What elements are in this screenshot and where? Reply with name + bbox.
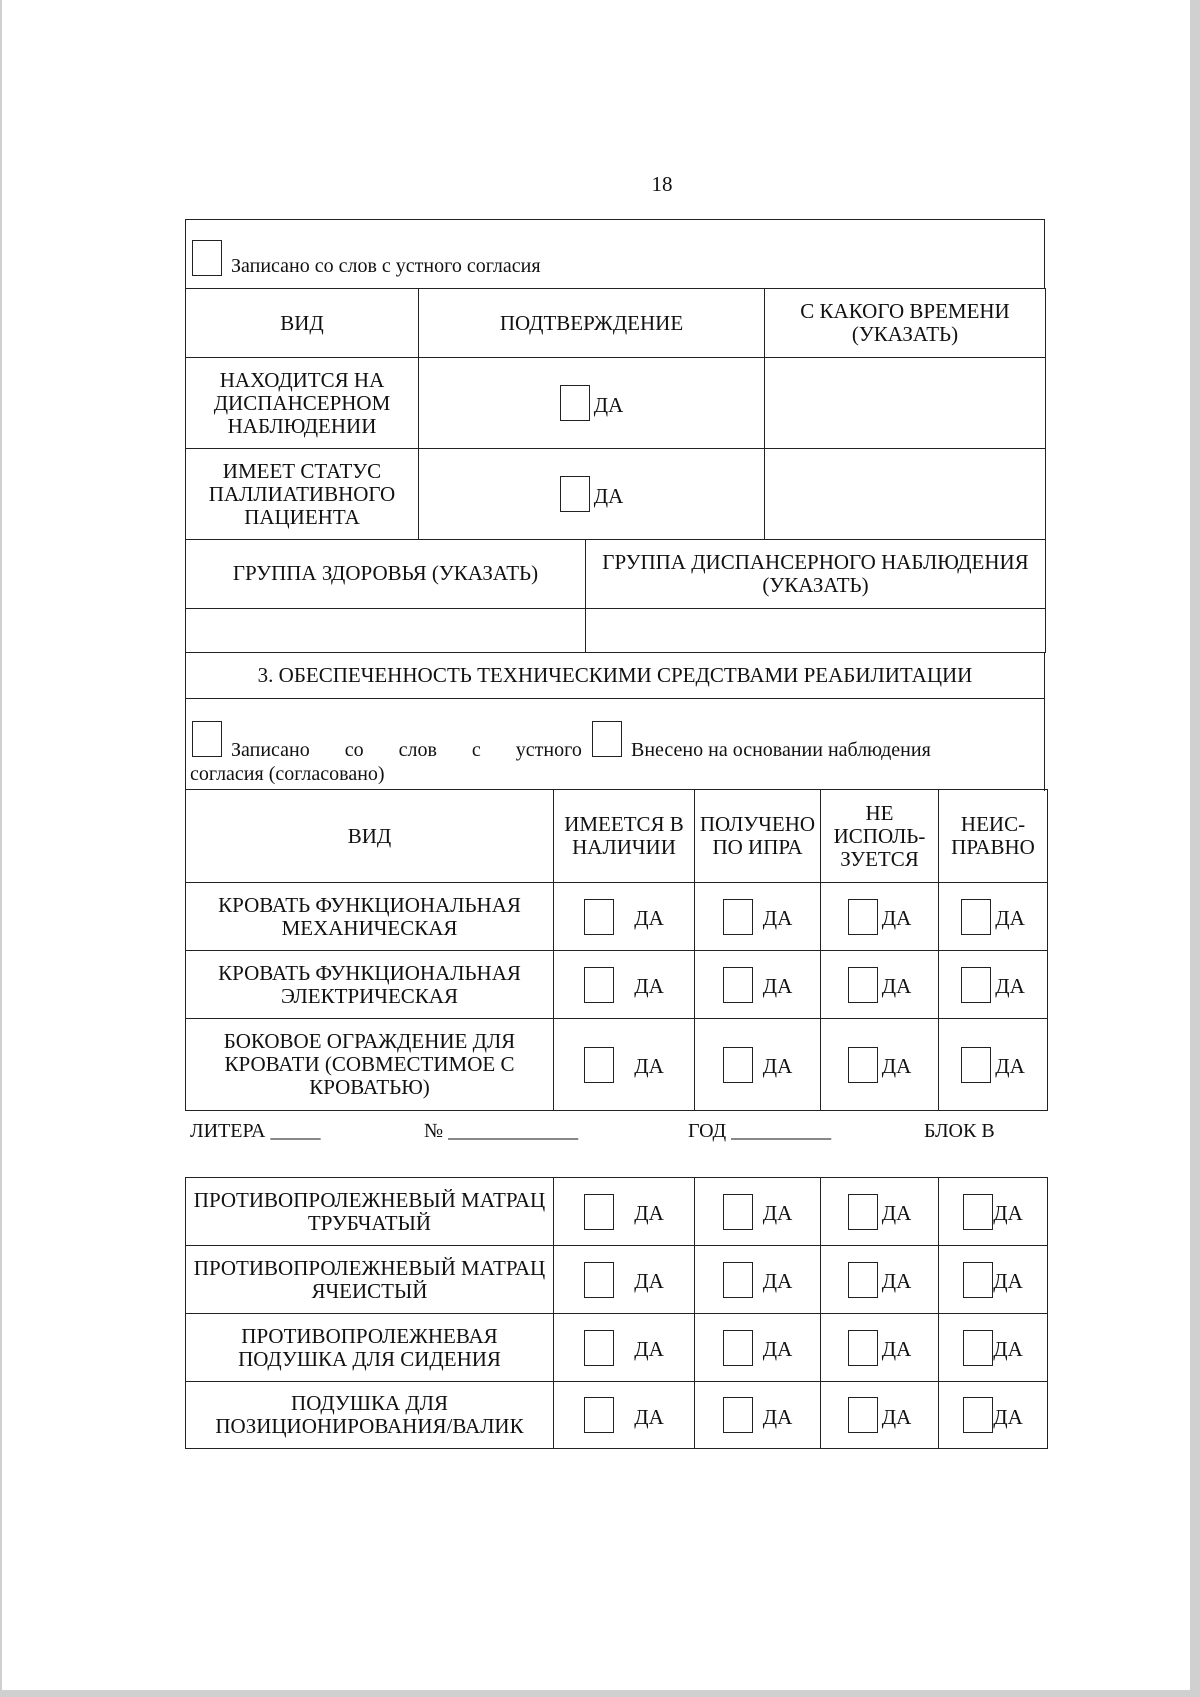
tsr-header-broken: НЕИС-ПРАВНО [939,790,1048,883]
check-cell [554,883,695,951]
check-cell [939,1178,1048,1246]
broken-checkbox[interactable] [963,1194,993,1230]
tsr-row [186,1178,1048,1246]
check-cell [939,1246,1048,1314]
check-cell [554,1246,695,1314]
check-label: ДА [995,974,1025,998]
broken-checkbox[interactable] [961,899,991,935]
page-number: 18 [651,172,673,196]
broken-checkbox[interactable] [963,1397,993,1433]
observed-checkbox[interactable] [592,721,622,757]
check-label: ДА [593,483,624,508]
tsr-header-received: ПОЛУЧЕНО ПО ИПРА [695,790,821,883]
status-row-confirm-cell [419,358,765,449]
unused-checkbox[interactable] [848,1330,878,1366]
status-table [185,288,1046,540]
unused-checkbox[interactable] [848,1262,878,1298]
available-checkbox[interactable] [584,1330,614,1366]
dispensary-group-input[interactable] [586,608,1046,652]
check-label: ДА [762,1269,793,1293]
tsr-row [186,1314,1048,1382]
check-cell [939,951,1048,1019]
check-label: ДА [762,1337,793,1361]
received-checkbox[interactable] [723,1262,753,1298]
tsr-header-available: ИМЕЕТСЯ В НАЛИЧИИ [554,790,695,883]
status-row-since-input[interactable] [765,358,1046,449]
check-cell [695,1382,821,1449]
status-row-confirm-cell [419,449,765,540]
available-checkbox[interactable] [584,1262,614,1298]
unused-checkbox[interactable] [848,1397,878,1433]
tsr-table2-block [185,1177,1047,1449]
check-label: ДА [995,906,1025,930]
tsr-row [186,1019,1048,1111]
check-label: ДА [881,1404,912,1429]
oral-consent-label-cont: согласия (согласовано) [190,762,385,785]
document-page [2,0,1190,1690]
check-label: ДА [993,1404,1023,1429]
status-row-since-input[interactable] [765,449,1046,540]
status-header-vid: ВИД [186,289,419,358]
check-cell [554,1314,695,1382]
available-checkbox[interactable] [584,967,614,1003]
check-cell [554,1382,695,1449]
dispensary-checkbox[interactable] [560,385,590,421]
check-cell [695,1019,821,1111]
check-cell [554,1178,695,1246]
tsr-header-vid: ВИД [186,790,554,883]
tsr-row [186,1246,1048,1314]
broken-checkbox[interactable] [963,1330,993,1366]
check-cell [695,1246,821,1314]
check-cell [554,1019,695,1111]
check-label: ДА [593,392,624,417]
check-label: ДА [881,906,912,930]
available-checkbox[interactable] [584,1194,614,1230]
check-cell [695,1178,821,1246]
received-checkbox[interactable] [723,1330,753,1366]
received-checkbox[interactable] [723,1194,753,1230]
check-label: ДА [881,1337,912,1361]
check-label: ДА [634,1201,664,1225]
unused-checkbox[interactable] [848,967,878,1003]
oral-consent-checkbox[interactable] [192,721,222,757]
check-cell [821,883,939,951]
check-label: ДА [762,974,793,998]
section3-consent-row [186,698,1044,791]
check-cell [554,951,695,1019]
check-label: ДА [634,1054,664,1078]
section3-title: 3. ОБЕСПЕЧЕННОСТЬ ТЕХНИЧЕСКИМИ СРЕДСТВАМИ РЕАБИЛИТАЦИИ [257,662,973,687]
received-checkbox[interactable] [723,1397,753,1433]
unused-checkbox[interactable] [848,1047,878,1083]
check-cell [821,1019,939,1111]
check-cell [821,1178,939,1246]
unused-checkbox[interactable] [848,1194,878,1230]
check-label: ДА [762,1404,793,1429]
check-cell [695,951,821,1019]
tsr-header-unused: НЕ ИСПОЛЬ-ЗУЕТСЯ [821,790,939,883]
tsr-row [186,1382,1048,1449]
check-label: ДА [993,1337,1023,1361]
check-label: ДА [634,974,664,998]
check-cell [939,883,1048,951]
form-block-top [185,219,1045,791]
tsr-row-label: КРОВАТЬ ФУНКЦИОНАЛЬНАЯ ЭЛЕКТРИЧЕСКАЯ [186,951,554,1019]
health-group-input[interactable] [186,608,586,652]
check-label: ДА [634,1337,664,1361]
received-checkbox[interactable] [723,899,753,935]
status-row-label: НАХОДИТСЯ НА ДИСПАНСЕРНОМ НАБЛЮДЕНИИ [186,358,419,449]
check-label: ДА [634,906,664,930]
available-checkbox[interactable] [584,1047,614,1083]
status-header-confirm: ПОДТВЕРЖДЕНИЕ [419,289,765,358]
available-checkbox[interactable] [584,1397,614,1433]
tsr-row-label: БОКОВОЕ ОГРАЖДЕНИЕ ДЛЯ КРОВАТИ (СОВМЕСТИМОЕ С КРОВАТЬЮ) [186,1019,554,1111]
check-cell [821,1382,939,1449]
health-group-header: ГРУППА ЗДОРОВЬЯ (УКАЗАТЬ) [186,540,586,608]
tsr-table [185,789,1048,1111]
number-field: № _____________ [424,1120,579,1142]
check-cell [939,1019,1048,1111]
check-cell [821,1314,939,1382]
tsr-header-row [186,790,1048,883]
tsr-row-label: ПРОТИВОПРОЛЕЖНЕВЫЙ МАТРАЦ ТРУБЧАТЫЙ [186,1178,554,1246]
groups-table [185,540,1046,653]
check-label: ДА [634,1404,664,1429]
status-row [186,358,1046,449]
tsr-row-label: КРОВАТЬ ФУНКЦИОНАЛЬНАЯ МЕХАНИЧЕСКАЯ [186,883,554,951]
check-label: ДА [995,1054,1025,1078]
oral-consent-label: Записано со слов с устного [231,738,582,761]
check-label: ДА [993,1269,1023,1293]
check-label: ДА [762,1201,793,1225]
unused-checkbox[interactable] [848,899,878,935]
check-label: ДА [762,906,793,930]
check-cell [695,1314,821,1382]
received-checkbox[interactable] [723,967,753,1003]
check-cell [695,883,821,951]
tsr-table-block [185,789,1047,1111]
status-header-since: С КАКОГО ВРЕМЕНИ (УКАЗАТЬ) [765,289,1046,358]
section3-header [185,653,1045,791]
check-label: ДА [634,1269,664,1293]
broken-checkbox[interactable] [961,1047,991,1083]
litera-field: ЛИТЕРА _____ [190,1120,321,1142]
available-checkbox[interactable] [584,899,614,935]
groups-header-row [186,540,1046,608]
observed-label: Внесено на основании наблюдения [631,738,931,761]
broken-checkbox[interactable] [963,1262,993,1298]
consent-label: Записано со слов с устного согласия [231,255,541,277]
tsr-row [186,951,1048,1019]
check-label: ДА [881,1269,912,1293]
check-label: ДА [762,1054,793,1078]
block-label: БЛОК В [924,1120,995,1142]
status-row-label: ИМЕЕТ СТАТУС ПАЛЛИАТИВНОГО ПАЦИЕНТА [186,449,419,540]
check-label: ДА [993,1201,1023,1225]
groups-input-row [186,608,1046,652]
status-row [186,449,1046,540]
check-label: ДА [881,1201,912,1225]
consent-checkbox[interactable] [192,240,222,276]
check-cell [821,951,939,1019]
tsr-row [186,883,1048,951]
tsr-table-2 [185,1177,1048,1449]
consent-row [185,219,1045,288]
check-label: ДА [881,974,912,998]
year-field: ГОД __________ [688,1120,832,1142]
dispensary-group-header: ГРУППА ДИСПАНСЕРНОГО НАБЛЮДЕНИЯ (УКАЗАТЬ) [586,540,1046,608]
received-checkbox[interactable] [723,1047,753,1083]
check-cell [821,1246,939,1314]
palliative-checkbox[interactable] [560,476,590,512]
tsr-row-label: ПОДУШКА ДЛЯ ПОЗИЦИОНИРОВАНИЯ/ВАЛИК [186,1382,554,1449]
status-header-row [186,289,1046,358]
tsr-row-label: ПРОТИВОПРОЛЕЖНЕВЫЙ МАТРАЦ ЯЧЕИСТЫЙ [186,1246,554,1314]
check-cell [939,1314,1048,1382]
tsr-row-label: ПРОТИВОПРОЛЕЖНЕВАЯ ПОДУШКА ДЛЯ СИДЕНИЯ [186,1314,554,1382]
broken-checkbox[interactable] [961,967,991,1003]
check-cell [939,1382,1048,1449]
check-label: ДА [881,1054,912,1078]
